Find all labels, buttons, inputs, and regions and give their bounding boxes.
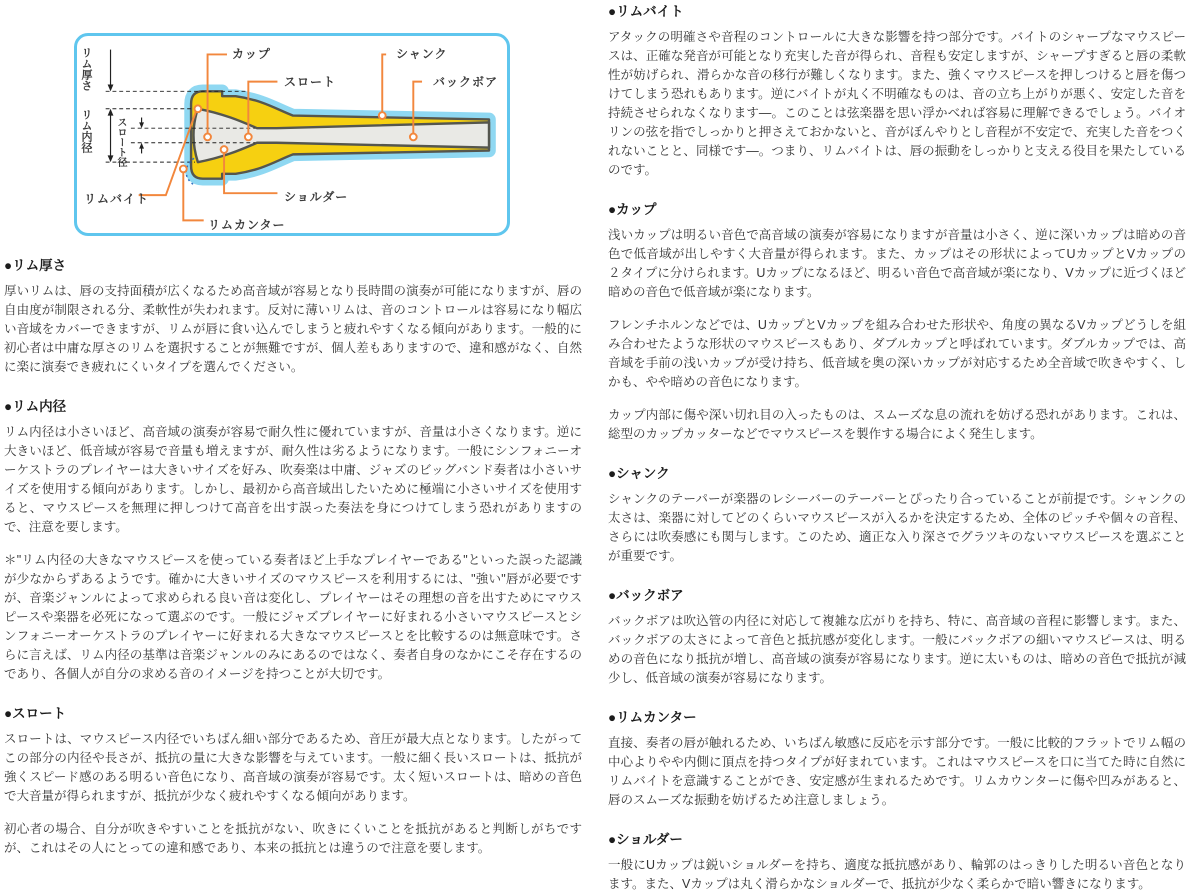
section-cup bbox=[608, 202, 1186, 444]
paragraph: リム内径は小さいほど、高音域の演奏が容易で耐久性に優れていますが、音量は小さくなります。逆に大きいほど、低音域が容易で音量も増えますが、耐久性は劣るようになります。一般にシンフォニーオーケストラのプレイヤーは大きいサイズを好み、吹奏楽は中庸、ジャズのビッグバンド奏者は小さいサイズを使用する傾向があります。しかし、最初から高音域出したいために極端に小さいサイズを使用すると、マウスピースを無理に押しつけて高音を出す誤った奏法を身につけてしまう恐れがありますので、注意を要します。 bbox=[4, 425, 582, 534]
section-throat bbox=[4, 706, 582, 858]
section-heading: ●リムカンター bbox=[608, 710, 697, 725]
section-heading: ●リム内径 bbox=[4, 399, 67, 414]
paragraph: スロートは、マウスピース内径でいちばん細い部分であるため、音圧が最大点となります。したがってこの部分の内径や長さが、抵抗の量に大きな影響を与えています。一般に細く長いスロートは、抵抗が強くスピード感のある明るい音色になり、高音域の演奏が容易です。太く短いスロートは、暗めの音色で大音量が得られますが、抵抗が少なく疲れやすくなる傾向があります。 bbox=[4, 732, 582, 803]
section-heading: ●スロート bbox=[4, 706, 67, 721]
section-rim-inner-diameter bbox=[4, 399, 582, 684]
paragraph: フレンチホルンなどでは、UカップとVカップを組み合わせた形状や、角度の異なるVカップどうしを組み合わせたような形状のマウスピースもあり、ダブルカップと呼ばれています。ダブルカップでは、高音域を手前の浅いカップが受け持ち、低音域を奥の深いカップが対応するため全音域で吹きやすく、しかも、やや暗めの音色になります。 bbox=[608, 318, 1186, 389]
section-heading: ●バックボア bbox=[608, 588, 684, 603]
paragraph: 厚いリムは、唇の支持面積が広くなるため高音域が容易となり長時間の演奏が可能になりますが、唇の自由度が制限される分、柔軟性が失われます。反対に薄いリムは、音のコントロールは容易になり幅広い音域をカバーできますが、リムが唇に食い込んでしまうと疲れやすくなる傾向があります。一般的に初心者は中庸な厚さのリムを選択することが無難ですが、個人差もありますので、違和感がなく、自然に楽に演奏でき疲れにくいタイプを選んでください。 bbox=[4, 284, 582, 374]
backbore-label: バックボア bbox=[433, 75, 499, 89]
section-backbore bbox=[608, 588, 1186, 688]
section-rim-contour bbox=[608, 710, 1186, 810]
paragraph: 直接、奏者の唇が触れるため、いちばん敏感に反応を示す部分です。一般に比較的フラットでリム幅の中心よりやや内側に頂点を持つタイプが好まれています。これはマウスピースを口に当てた時に自然にリムバイトを意識することができ、安定感が生まれるためです。リムカウンターに傷や凹みがあると、唇のスムーズな振動を妨げるため注意しましょう。 bbox=[608, 736, 1186, 807]
section-heading: ●リム厚さ bbox=[4, 258, 67, 273]
paragraph: ＊"リム内径の大きなマウスピースを使っている奏者ほど上手なプレイヤーである"といった誤った認識が少なからずあるようです。確かに大きいサイズのマウスピースを利用するには、"強い"唇が必要ですが、音楽ジャンルによって求められる良い音は変化し、プレイヤーはその理想の音を出すためにマウスピースや楽器を必死になって選ぶのです。一般にジャズプレイヤーに好まれる小さいマウスピースとシンフォニーオーケストラのプレイヤーに好まれる大きなマウスピースとを比較するのは無意味です。さらに言えば、リム内径の基準は音楽ジャンルのみにあるのではなく、奏者自身のなかにこそ存在するのであり、各個人が自分の求める音のイメージを持つことが大切です。 bbox=[4, 553, 582, 681]
paragraph: カップ内部に傷や深い切れ目の入ったものは、スムーズな息の流れを妨げる恐れがあります。これは、総型のカップカッターなどでマウスピースを製作する場合によく発生します。 bbox=[608, 408, 1186, 441]
shank-label: シャンク bbox=[396, 47, 448, 61]
section-heading: ●カップ bbox=[608, 202, 657, 217]
paragraph: 浅いカップは明るい音色で高音域の演奏が容易になりますが音量は小さく、逆に深いカップは暗めの音色で低音域が出しやすく大音量が得られます。また、カップはその形状によってUカップとVカップの２タイプに分けられます。Uカップになるほど、明るい音色で高音域が楽になり、Vカップに近づくほど暗めの音色で低音域が楽になります。 bbox=[608, 228, 1186, 299]
mouthpiece-diagram bbox=[74, 33, 510, 236]
throat-label: スロート bbox=[284, 75, 337, 89]
section-shoulder bbox=[608, 832, 1186, 894]
left-column bbox=[4, 0, 582, 856]
section-heading: ●ショルダー bbox=[608, 832, 683, 847]
paragraph: 初心者の場合、自分が吹きやすいことを抵抗がない、吹きにくいことを抵抗があると判断しがちですが、これはその人にとっての違和感であり、本来の抵抗とは違うので注意を要します。 bbox=[4, 822, 582, 855]
section-heading: ●シャンク bbox=[608, 466, 670, 481]
paragraph: バックボアは吹込管の内径に対応して複雑な広がりを持ち、特に、高音域の音程に影響します。また、バックボアの太さによって音色と抵抗感が変化します。一般にバックボアの細いマウスピースは、明るめの音色になり抵抗が増し、高音域の演奏が容易になります。逆に太いものは、暗めの音色で抵抗が減少し、低音域の演奏が容易になります。 bbox=[608, 614, 1186, 685]
paragraph: 一般にUカップは鋭いショルダーを持ち、適度な抵抗感があり、輪郭のはっきりした明るい音色となります。また、Vカップは丸く滑らかなショルダーで、抵抗が少なく柔らかで暗い響きになります。 bbox=[608, 858, 1186, 891]
section-rim-bite bbox=[608, 4, 1186, 180]
cup-label: カップ bbox=[232, 47, 271, 61]
rim-contour-label: リムカンター bbox=[208, 218, 286, 232]
section-rim-thickness bbox=[4, 258, 582, 377]
rim-bite-label: リムバイト bbox=[84, 192, 150, 206]
paragraph: アタックの明確さや音程のコントロールに大きな影響を持つ部分です。バイトのシャープなマウスピースは、正確な発音が可能となり充実した音が得られ、音程も安定しますが、シャープすぎると唇の柔軟性が妨げられ、滑らかな音の移行が難しくなります。また、強くマウスピースを押しつけると唇を傷つけてしまう恐れもあります。逆にバイトが丸く不明確なものは、音の立ち上がりが悪く、安定した音を持続させられなくなります―。このことは弦楽器を思い浮かべれば容易に理解できるでしょう。バイオリンの弦を指でしっかりと押さえておかないと、音がぼんやりとし音程が不安定で、充実した音をつくれないことと、同様です―。つまり、リムバイトは、唇の振動をしっかりと支える役目を果たしているのです。 bbox=[608, 30, 1186, 177]
throat-diameter-label: スロート径 bbox=[115, 117, 126, 167]
rim-inner-diameter-label: リム内径 bbox=[80, 109, 92, 153]
section-heading: ●リムバイト bbox=[608, 4, 684, 19]
shoulder-label: ショルダー bbox=[284, 190, 349, 204]
section-shank bbox=[608, 466, 1186, 566]
rim-thickness-label: リム厚さ bbox=[80, 47, 92, 91]
paragraph: シャンクのテーパーが楽器のレシーバーのテーパーとぴったり合っていることが前提です。シャンクの太さは、楽器に対してどのくらいマウスピースが入るかを決定するため、全体のピッチや個々の音程、さらには吹奏感にも関与します。このため、適正な入り深さでグラツキのないマウスピースを選ぶことが重要です。 bbox=[608, 492, 1186, 563]
right-column bbox=[608, 0, 1186, 891]
